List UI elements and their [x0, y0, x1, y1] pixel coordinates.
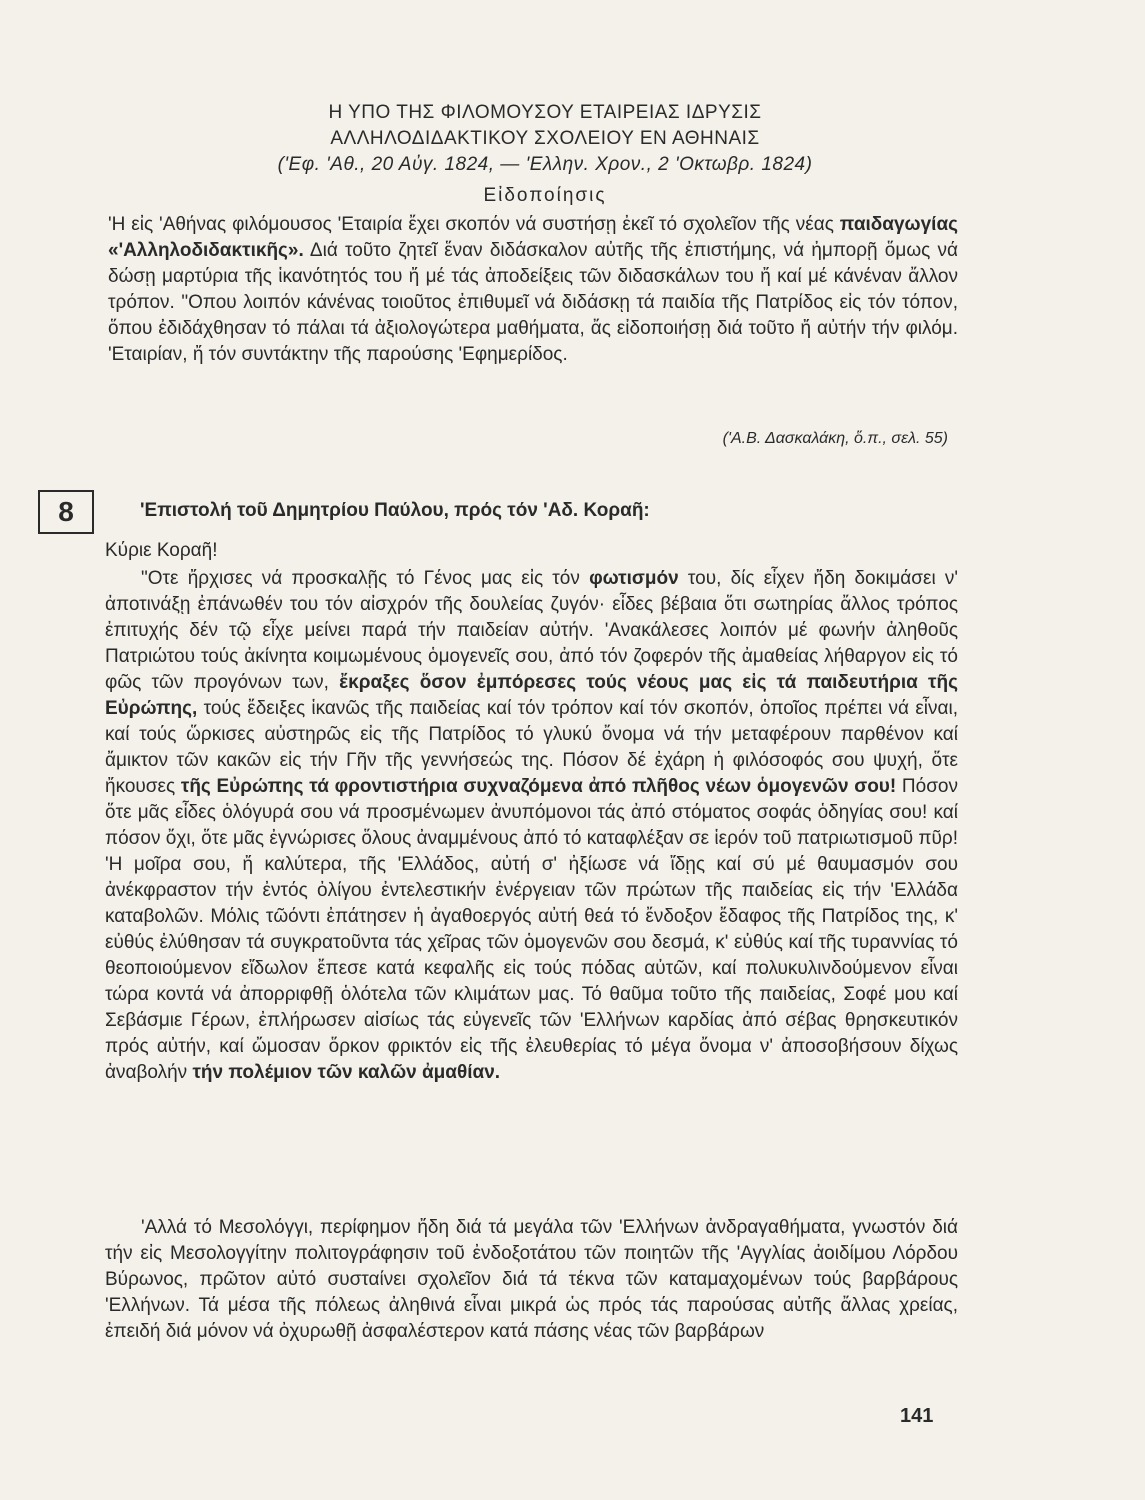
document-heading: 'Επιστολή τοῦ Δημητρίου Παύλου, πρός τόν 'Αδ. Κοραῆ: — [140, 500, 650, 521]
letter-paragraph-1 — [105, 566, 958, 1086]
notice-text-bold: παιδαγωγίας «'Αλληλοδιδακτικῆς». — [108, 214, 958, 261]
notice-text-a: 'Η εἰς 'Αθήνας φιλόμουσος 'Εταιρία ἔχει σκοπόν νά συστήσῃ ἐκεῖ τό σχολεῖον τῆς νέας — [108, 214, 840, 235]
letter-bold-f: τῆς Εὐρώπης τά φροντιστήρια συχναζόμενα ἀπό πλῆθος νέων ὁμογενῶν σου! — [180, 776, 897, 797]
letter-text-e: τούς ἔδειξες ἱκανῶς τῆς παιδείας καί τόν τρόπον καί τόν σκοπόν, ὁποῖος πρέπει νά εἶναι, καί τούς ὥρκισες αὐστηρῶς εἰς τῆς Πατρίδος τό γλυκύ ὄνομα νά τήν μεταφέρουν παρθένον καί ἄμικτον τῶν κακῶν εἰς τήν Γῆν τῆς γεννήσεώς της. Πόσον δέ ἐχάρη ἡ φιλόσοφός σου ψυχή, ὅτε ἤκουσες — [105, 698, 958, 797]
title-line-1: Η ΥΠΟ ΤΗΣ ΦΙΛΟΜΟΥΣΟΥ ΕΤΑΙΡΕΙΑΣ ΙΔΡΥΣΙΣ — [328, 102, 762, 123]
letter-bold-h: τήν πολέμιον τῶν καλῶν ἀμαθίαν. — [192, 1062, 501, 1083]
letter-text-c: του, δίς εἶχεν ἤδη δοκιμάσει ν' ἀποτινάξῃ ἐπάνωθέν του τόν αἰσχρόν τῆς δουλείας ζυγόν· εἶδες βέβαια ὅτι σωτηρίας ἄλλος τρόπος ἐπιτυχής δέν τῷ εἶχε μείνει παρά τήν παιδείαν αὐτήν. 'Ανακάλεσες λοιπόν μέ φωνήν ἀληθοῦς Πατριώτου τούς ἀκίνητα κοιμωμένους ὁμογενεῖς σου, ἀπό τόν ζοφερόν τῆς ἀμαθείας λήθαργον εἰς τό φῶς τῶν προγόνων των, — [105, 568, 958, 693]
section-title — [135, 100, 955, 178]
notice-citation: ('Α.Β. Δασκαλάκη, ὅ.π., σελ. 55) — [722, 430, 948, 447]
document-number-box: 8 — [38, 490, 94, 534]
letter-text-g: Πόσον ὅτε μᾶς εἶδες ὁλόγυρά σου νά προσμένωμεν ἀνυπόμονοι τάς ἀπό στόματος σοφάς ὁδηγίας σου! καί πόσον ὄχι, ὅτε μᾶς ἐγνώρισες ὅλους ἀναμμένους ἀπό τό καταφλέξαν σε ἱερόν τοῦ πατριωτισμοῦ πῦρ! 'Η μοῖρα σου, ἤ καλύτερα, τῆς 'Ελλάδος, αὐτή σ' ἠξίωσε νά ἴδῃς καί σύ μέ θαυμασμόν σου ἀνέκφραστον τήν ἐντός ὀλίγου ἐντελεστικήν ἐνέργειαν τῶν πρώτων τῆς παιδείας εἰς τήν 'Ελλάδα καταβολῶν. Μόλις τῶόντι ἐπάτησεν ἡ ἀγαθοεργός αὐτή θεά τό ἔνδοξον ἔδαφος τῆς Πατρίδος της, κ' εὐθύς ἐλύθησαν τά συγκρατοῦντα τάς χεῖρας τῶν ὁμογενῶν σου δεσμά, κ' εὐθύς καί τῆς τυραννίας τό θεοποιούμενον εἴδωλον ἔπεσε κατά κεφαλῆς εἰς τούς πόδας αὐτῶν, καί πολυκυλινδούμενον εἶναι τώρα κοντά νά ἀπορριφθῇ ὁλότελα τῶν κλιμάτων μας. Τό θαῦμα τοῦτο τῆς παιδείας, Σοφέ μου καί Σεβάσμιε Γέρων, ἐπλήρωσεν αἰσίως τάς εὐγενεῖς τῶν 'Ελλήνων καρδίας ἀπό σέβας θρησκευτικόν πρός αὐτήν, καί ὤμοσαν ὅρκον φρικτόν εἰς τῆς ἐλευθερίας τό μέγα ὄνομα ν' ἀποσοβήσουν δίχως ἀναβολήν — [105, 776, 958, 1083]
letter-salutation: Κύριε Κοραῆ! — [105, 540, 218, 561]
notice-text-c: Διά τοῦτο ζητεῖ ἕναν διδάσκαλον αὐτῆς τῆς ἐπιστήμης, νά ἠμπορῇ ὅμως νά δώσῃ μαρτύρια τῆς ἱκανότητός του ἤ μέ τάς ἀποδείξεις τῶν διδασκάλων του ἤ καί μέ κάνέναν ἄλλον τρόπον. "Οπου λοιπόν κάνένας τοιοῦτος ἐπιθυμεῖ νά διδάσκῃ τά παιδία τῆς Πατρίδος εἰς τόν τόπον, ὅπου ἐδιδάχθησαν τό πάλαι τά ἀξιολογώτερα μαθήματα, ἄς εἰδοποιήσῃ διά τοῦτο ἤ αὐτήν τήν φιλόμ. 'Εταιρίαν, ἤ τόν συντάκτην τῆς παρούσης 'Εφημερίδος. — [108, 240, 958, 365]
title-source: ('Εφ. 'Αθ., 20 Αὐγ. 1824, — 'Ελλην. Χρον., 2 'Οκτωβρ. 1824) — [277, 154, 813, 175]
letter-paragraph-2: 'Αλλά τό Μεσολόγγι, περίφημον ἤδη διά τά μεγάλα τῶν 'Ελλήνων ἀνδραγαθήματα, γνωστόν διά τήν εἰς Μεσολογγίτην πολιτογράφησιν τοῦ ἐνδοξοτάτου τῶν ποιητῶν τῆς 'Αγγλίας ἀοιδίμου Λόρδου Βύρωνος, πρῶτον αὐτό συσταίνει σχολεῖον διά τά τέκνα τῶν καταμαχομένων τούς βαρβάρους 'Ελλήνων. Τά μέσα τῆς πόλεως ἀληθινά εἶναι μικρά ὡς πρός τάς παρούσας αὐτῆς ἄλλας χρείας, ἐπειδή διά μόνον νά ὀχυρωθῇ ἀσφαλέστερον κατά πάσης νέας τῶν βαρβάρων — [105, 1217, 958, 1342]
letter-text-a: "Οτε ἤρχισες νά προσκαλῇς τό Γένος μας εἰς τόν — [141, 568, 590, 589]
letter-bold-d: ἔκραξες ὅσον ἐμπόρεσες τούς νέους μας εἰς τά παιδευτήρια τῆς Εὐρώπης, — [105, 672, 958, 719]
page-number: 141 — [900, 1405, 934, 1427]
title-line-2: ΑΛΛΗΛΟΔΙΔΑΚΤΙΚΟΥ ΣΧΟΛΕΙΟΥ ΕΝ ΑΘΗΝΑΙΣ — [330, 128, 760, 149]
letter-bold-b: φωτισμόν — [589, 568, 679, 589]
notice-heading: Εἰδοποίησις — [483, 185, 607, 206]
notice-paragraph — [108, 212, 958, 368]
